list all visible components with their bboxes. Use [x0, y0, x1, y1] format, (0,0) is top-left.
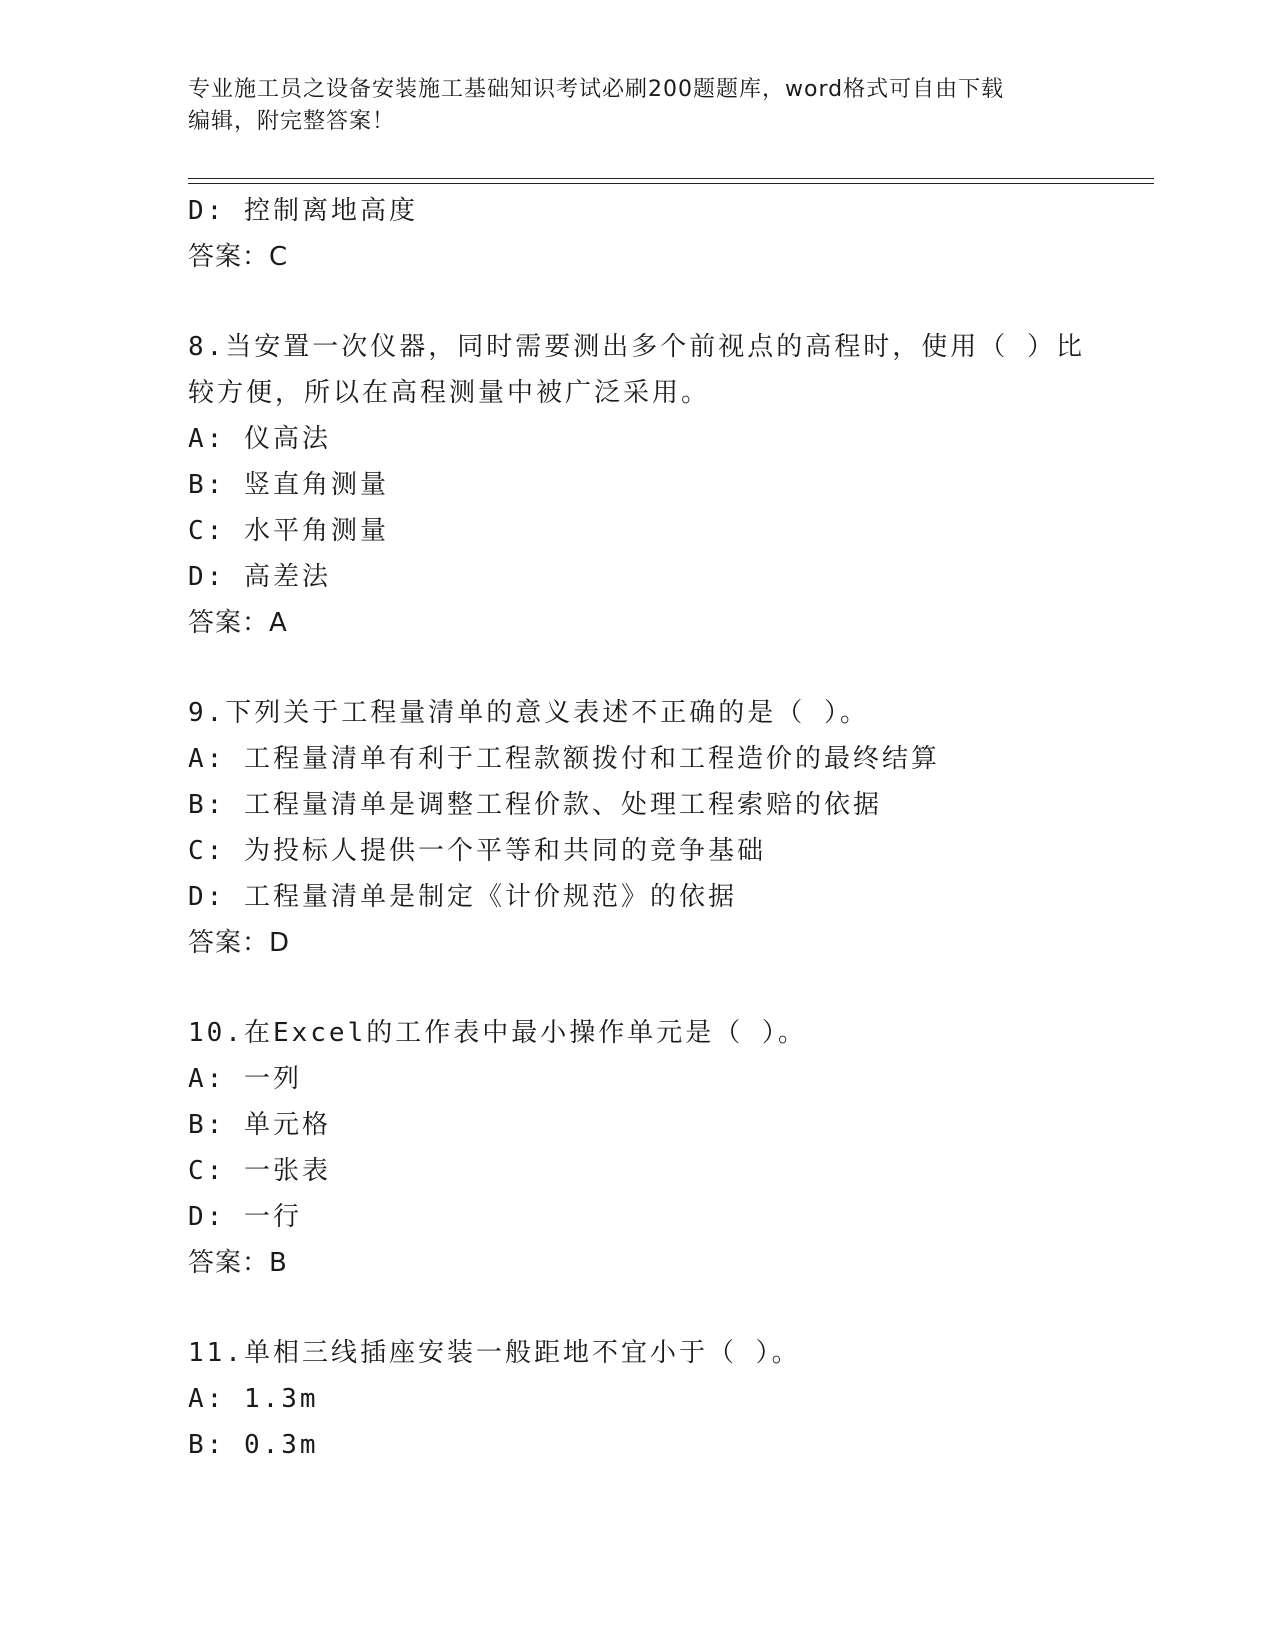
- option-d: D: 工程量清单是制定《计价规范》的依据: [188, 882, 737, 912]
- answer: 答案：D: [188, 928, 291, 958]
- header-divider-top: [188, 178, 1154, 179]
- option-d: D: 高差法: [188, 562, 331, 592]
- question-stem: 8.当安置一次仪器，同时需要测出多个前视点的高程时，使用（ ）比: [188, 332, 1085, 362]
- question-7-tail: [188, 188, 1088, 280]
- question-stem: 10.在Excel的工作表中最小操作单元是（ ）。: [188, 1018, 807, 1048]
- answer: 答案：A: [188, 608, 288, 638]
- question-8: [188, 324, 1088, 646]
- answer: 答案：B: [188, 1248, 288, 1278]
- question-11: [188, 1330, 1088, 1468]
- option-a: A: 仪高法: [188, 424, 331, 454]
- answer: 答案：C: [188, 242, 289, 272]
- option-c: C: 水平角测量: [188, 516, 389, 546]
- option-a: A: 一列: [188, 1064, 302, 1094]
- option-b: B: 竖直角测量: [188, 470, 389, 500]
- option-a: A: 工程量清单有利于工程款额拨付和工程造价的最终结算: [188, 744, 940, 774]
- option-b: B: 工程量清单是调整工程价款、处理工程索赔的依据: [188, 790, 882, 820]
- question-stem: 9.下列关于工程量清单的意义表述不正确的是（ ）。: [188, 698, 869, 728]
- question-10: [188, 1010, 1088, 1286]
- question-content: [188, 188, 1088, 1468]
- header-line-2: 编辑，附完整答案！: [188, 109, 396, 134]
- option-c: C: 一张表: [188, 1156, 331, 1186]
- option-d: D: 控制离地高度: [188, 196, 418, 226]
- question-9: [188, 690, 1088, 966]
- document-header: [188, 74, 1088, 138]
- question-stem: 11.单相三线插座安装一般距地不宜小于（ ）。: [188, 1338, 801, 1368]
- header-divider-bottom: [188, 183, 1154, 184]
- option-a: A: 1.3m: [188, 1384, 319, 1414]
- header-line-1: 专业施工员之设备安装施工基础知识考试必刷200题题库，word格式可自由下载: [188, 77, 1005, 102]
- option-d: D: 一行: [188, 1202, 302, 1232]
- option-b: B: 单元格: [188, 1110, 331, 1140]
- question-stem-continued: 较方便，所以在高程测量中被广泛采用。: [188, 378, 711, 408]
- option-b: B: 0.3m: [188, 1430, 319, 1460]
- option-c: C: 为投标人提供一个平等和共同的竞争基础: [188, 836, 766, 866]
